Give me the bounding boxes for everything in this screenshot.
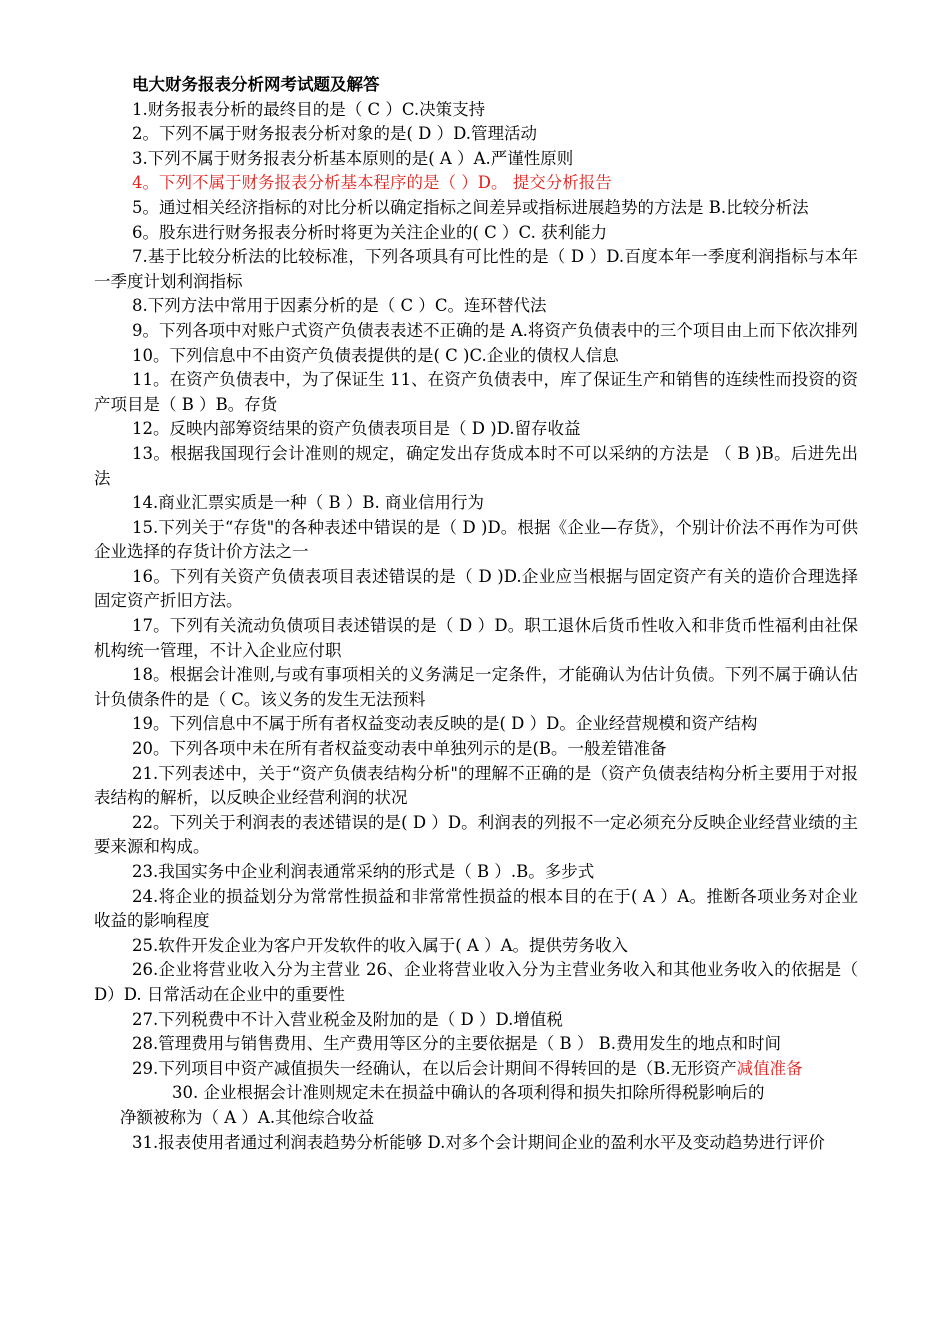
document-content: [94, 73, 858, 1155]
question-22: 22。下列关于利润表的表述错误的是( D ）D。利润表的列报不一定必须充分反映企业经营业绩的主要来源和构成。: [94, 812, 858, 857]
question-6: 6。股东进行财务报表分析时将更为关注企业的( C ）C. 获利能力: [132, 222, 608, 242]
question-30-line1: 30. 企业根据会计准则规定未在损益中确认的各项利得和损失扣除所得税影响后的: [172, 1083, 765, 1103]
question-9: 9。下列各项中对账户式资产负债表表述不正确的是 A.将资产负债表中的三个项目由上而下依次排列: [132, 320, 858, 340]
question-3: 3.下列不属于财务报表分析基本原则的是( A ）A.严谨性原则: [132, 148, 574, 168]
question-29: [94, 1057, 858, 1082]
question-27: 27.下列税费中不计入营业税金及附加的是（ D ）D.增值税: [132, 1009, 563, 1029]
question-31: 31.报表使用者通过利润表趋势分析能够 D.对多个会计期间企业的盈利水平及变动趋势进行评价: [132, 1132, 825, 1152]
question-29-text: 29.下列项目中资产减值损失一经确认，在以后会计期间不得转回的是（B.无形资产: [132, 1058, 737, 1078]
question-1: 1.财务报表分析的最终目的是（ C ）C.决策支持: [132, 99, 486, 119]
question-7: 7.基于比较分析法的比较标准，下列各项具有可比性的是（ D ）D.百度本年一季度利润指标与本年一季度计划利润指标: [94, 247, 858, 291]
question-21: 21.下列表述中，关于“资产负债表结构分析"的理解不正确的是（资产负债表结构分析主要用于对报表结构的解析，以反映企业经营利润的状况: [94, 763, 858, 808]
document-title: 电大财务报表分析网考试题及解答: [132, 75, 380, 94]
question-30-line2: 净额被称为（ A ）A.其他综合收益: [120, 1107, 375, 1127]
question-8: 8.下列方法中常用于因素分析的是（ C ）C。连环替代法: [132, 296, 547, 316]
question-14: 14.商业汇票实质是一种（ B ）B. 商业信用行为: [132, 493, 484, 513]
question-28: 28.管理费用与销售费用、生产费用等区分的主要依据是（ B ） B.费用发生的地点和时间: [132, 1034, 781, 1054]
question-20: 20。下列各项中未在所有者权益变动表中单独列示的是(B。一般差错准备: [132, 739, 667, 759]
question-10: 10。下列信息中不由资产负债表提供的是( C )C.企业的债权人信息: [132, 345, 619, 365]
question-15: 15.下列关于“存货"的各种表述中错误的是（ D )D。根据《企业—存货》，个别计价法不再作为可供企业选择的存货计价方法之一: [94, 517, 858, 562]
question-29-highlight: 减值准备: [736, 1058, 803, 1078]
question-5: 5。通过相关经济指标的对比分析以确定指标之间差异或指标进展趋势的方法是 B.比较分析法: [132, 197, 809, 217]
question-30: [94, 1081, 858, 1130]
question-13: 13。根据我国现行会计准则的规定，确定发出存货成本时不可以采纳的方法是 （ B )B。后进先出法: [94, 443, 858, 488]
question-4: 4。下列不属于财务报表分析基本程序的是（ ）D。 提交分析报告: [132, 173, 612, 193]
question-24: 24.将企业的损益划分为常常性损益和非常常性损益的根本目的在于( A ）A。推断各项业务对企业收益的影响程度: [94, 886, 858, 931]
question-23: 23.我国实务中企业利润表通常采纳的形式是（ B ）.B。多步式: [132, 862, 595, 881]
question-17: 17。下列有关流动负债项目表述错误的是（ D ）D。职工退休后货币性收入和非货币性福利由社保机构统一管理，不计入企业应付职: [94, 616, 858, 660]
question-26: 26.企业将营业收入分为主营业 26、企业将营业收入分为主营业务收入和其他业务收入的依据是（ D）D. 日常活动在企业中的重要性: [94, 960, 858, 1004]
question-2: 2。下列不属于财务报表分析对象的是( D ）D.管理活动: [132, 124, 538, 144]
question-19: 19。下列信息中不属于所有者权益变动表反映的是( D ）D。企业经营规模和资产结构: [132, 714, 758, 734]
question-11: 11。在资产负债表中，为了保证生 11、在资产负债表中，库了保证生产和销售的连续性而投资的资产项目是（ B ）B。存货: [94, 370, 858, 414]
question-12: 12。反映内部筹资结果的资产负债表项目是（ D )D.留存收益: [132, 419, 581, 439]
question-18: 18。根据会计准则,与或有事项相关的义务满足一定条件，才能确认为估计负债。下列不属于确认估计负债条件的是（ C。该义务的发生无法预料: [94, 665, 858, 709]
question-25: 25.软件开发企业为客户开发软件的收入属于( A ）A。提供劳务收入: [132, 935, 628, 955]
question-16: 16。下列有关资产负债表项目表述错误的是（ D )D.企业应当根据与固定资产有关的造价合理选择固定资产折旧方法。: [94, 566, 858, 611]
